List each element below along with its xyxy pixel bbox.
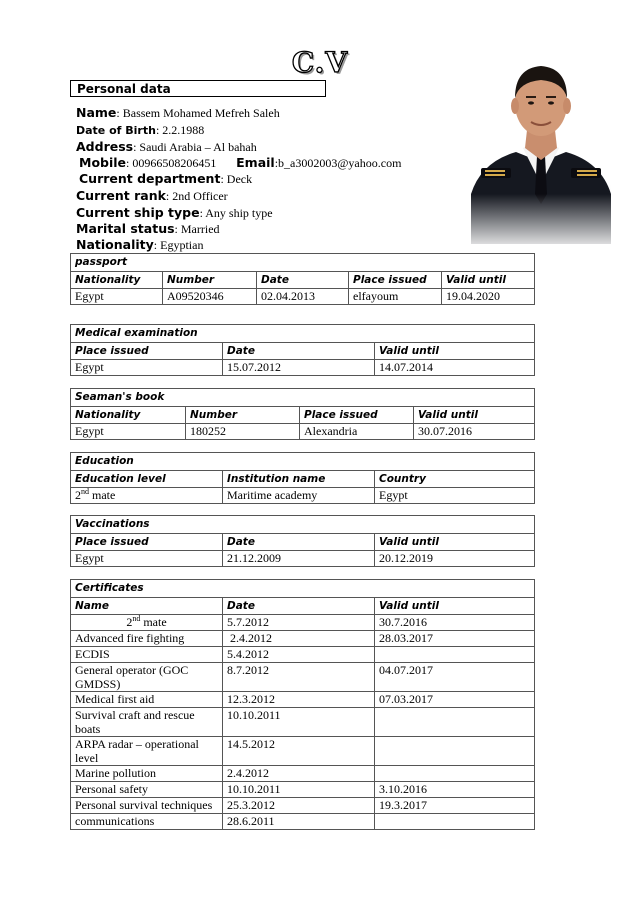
column-header: Date [223,534,375,551]
education-heading: Education [71,453,535,471]
dob-value: : 2.2.1988 [155,123,205,137]
table-cell: Personal survival techniques [71,798,223,814]
table-cell [375,647,535,663]
table-cell: 14.5.2012 [223,737,375,766]
certificate-name-rest: mate [140,615,167,629]
marital-line [76,222,220,237]
table-cell: 04.07.2017 [375,663,535,692]
address-label: Address [76,139,134,154]
column-header: Name [71,598,223,615]
cv-title: C.V [291,46,349,79]
table-cell: 28.6.2011 [223,814,375,830]
mobile-label: Mobile [79,155,127,170]
table-cell: 14.07.2014 [375,360,535,376]
table-cell: 2.4.2012 [223,766,375,782]
table-cell: A09520346 [163,289,257,305]
department-label: Current department [79,171,221,186]
contact-line [79,156,401,171]
column-header: Country [375,471,535,488]
table-cell: 02.04.2013 [257,289,349,305]
address-line [76,140,257,155]
ordinal-suffix: nd [81,487,89,496]
table-row [71,692,535,708]
table-cell: 30.7.2016 [375,615,535,631]
table-cell: Egypt [71,289,163,305]
table-cell: Medical first aid [71,692,223,708]
table-row [71,782,535,798]
table-cell: 180252 [186,424,300,440]
vaccinations-table [70,515,535,567]
marital-value: : Married [174,222,220,236]
table-cell: 10.10.2011 [223,782,375,798]
table-header-row [71,272,535,289]
table-cell: Advanced fire fighting [71,631,223,647]
table-cell: 25.3.2012 [223,798,375,814]
table-cell: elfayoum [349,289,442,305]
table-header-row [71,598,535,615]
column-header: Place issued [349,272,442,289]
table-cell: communications [71,814,223,830]
medical-heading: Medical examination [71,325,535,343]
rank-line [76,189,228,204]
passport-table [70,253,535,305]
seamans-book-table [70,388,535,440]
name-label: Name [76,105,117,120]
table-cell [375,814,535,830]
table-row [71,708,535,737]
column-header: Date [223,598,375,615]
table-row [71,289,535,305]
education-level-rest: mate [89,488,116,502]
column-header: Valid until [414,407,535,424]
table-cell [375,708,535,737]
table-cell: 10.10.2011 [223,708,375,737]
table-row [71,488,535,504]
nationality-line [76,238,203,253]
table-cell: Egypt [71,424,186,440]
email-value: :b_a3002003@yahoo.com [274,156,402,170]
table-row [71,551,535,567]
table-cell: 19.3.2017 [375,798,535,814]
column-header: Date [257,272,349,289]
table-cell: 20.12.2019 [375,551,535,567]
table-cell: ECDIS [71,647,223,663]
table-row [71,814,535,830]
table-cell [375,737,535,766]
table-cell: 28.03.2017 [375,631,535,647]
column-header: Education level [71,471,223,488]
profile-photo [471,44,611,244]
table-row [71,615,535,631]
column-header: Place issued [300,407,414,424]
table-header-row [71,343,535,360]
rank-label: Current rank [76,188,166,203]
name-line [76,106,280,121]
column-header: Valid until [442,272,535,289]
table-header-row [71,407,535,424]
table-cell: Egypt [375,488,535,504]
table-cell: Maritime academy [223,488,375,504]
ship-type-line [76,206,273,221]
medical-table [70,324,535,376]
column-header: Number [163,272,257,289]
table-row [71,766,535,782]
table-cell: 15.07.2012 [223,360,375,376]
column-header: Date [223,343,375,360]
table-cell: 5.7.2012 [223,615,375,631]
certificate-number: 2 [126,615,133,629]
vaccinations-heading: Vaccinations [71,516,535,534]
table-row [71,737,535,766]
column-header: Place issued [71,343,223,360]
table-cell: 19.04.2020 [442,289,535,305]
nationality-label: Nationality [76,237,154,252]
table-cell: 3.10.2016 [375,782,535,798]
marital-label: Marital status [76,221,175,236]
mobile-value: : 00966508206451 [126,156,217,170]
column-header: Valid until [375,598,535,615]
ordinal-suffix: nd [132,614,141,623]
name-value: : Bassem Mohamed Mefreh Saleh [116,106,280,120]
rank-value: : 2nd Officer [165,189,228,203]
table-cell: Personal safety [71,782,223,798]
table-row [71,631,535,647]
table-row [71,424,535,440]
nationality-value: : Egyptian [153,238,204,252]
education-level-number: 2 [75,488,81,502]
certificates-table [70,579,535,830]
passport-heading: passport [71,254,535,272]
table-cell: 5.4.2012 [223,647,375,663]
certificates-heading: Certificates [71,580,535,598]
ship-type-label: Current ship type [76,205,200,220]
table-row [71,798,535,814]
table-row [71,663,535,692]
table-cell: 2.4.2012 [223,631,375,647]
table-row [71,360,535,376]
dob-line [76,123,204,138]
table-cell [71,615,223,631]
table-header-row [71,471,535,488]
table-cell: 30.07.2016 [414,424,535,440]
column-header: Place issued [71,534,223,551]
column-header: Valid until [375,534,535,551]
education-table [70,452,535,504]
department-line [79,172,252,187]
table-cell: ARPA radar – operational level [71,737,223,766]
dob-label: Date of Birth [76,124,156,137]
department-value: : Deck [220,172,253,186]
table-cell: 8.7.2012 [223,663,375,692]
table-cell: Alexandria [300,424,414,440]
table-header-row [71,534,535,551]
column-header: Valid until [375,343,535,360]
table-cell [375,766,535,782]
table-cell: Marine pollution [71,766,223,782]
table-cell: General operator (GOC GMDSS) [71,663,223,692]
email-label: Email [236,155,275,170]
column-header: Nationality [71,272,163,289]
column-header: Nationality [71,407,186,424]
table-cell [71,488,223,504]
table-cell: Egypt [71,360,223,376]
ship-type-value: : Any ship type [199,206,273,220]
table-row [71,647,535,663]
table-cell: 12.3.2012 [223,692,375,708]
table-cell: Survival craft and rescue boats [71,708,223,737]
address-value: : Saudi Arabia – Al bahah [133,140,257,154]
seamans-book-heading: Seaman's book [71,389,535,407]
table-cell: 21.12.2009 [223,551,375,567]
column-header: Institution name [223,471,375,488]
column-header: Number [186,407,300,424]
table-cell: Egypt [71,551,223,567]
personal-data-heading: Personal data [70,80,326,97]
table-cell: 07.03.2017 [375,692,535,708]
